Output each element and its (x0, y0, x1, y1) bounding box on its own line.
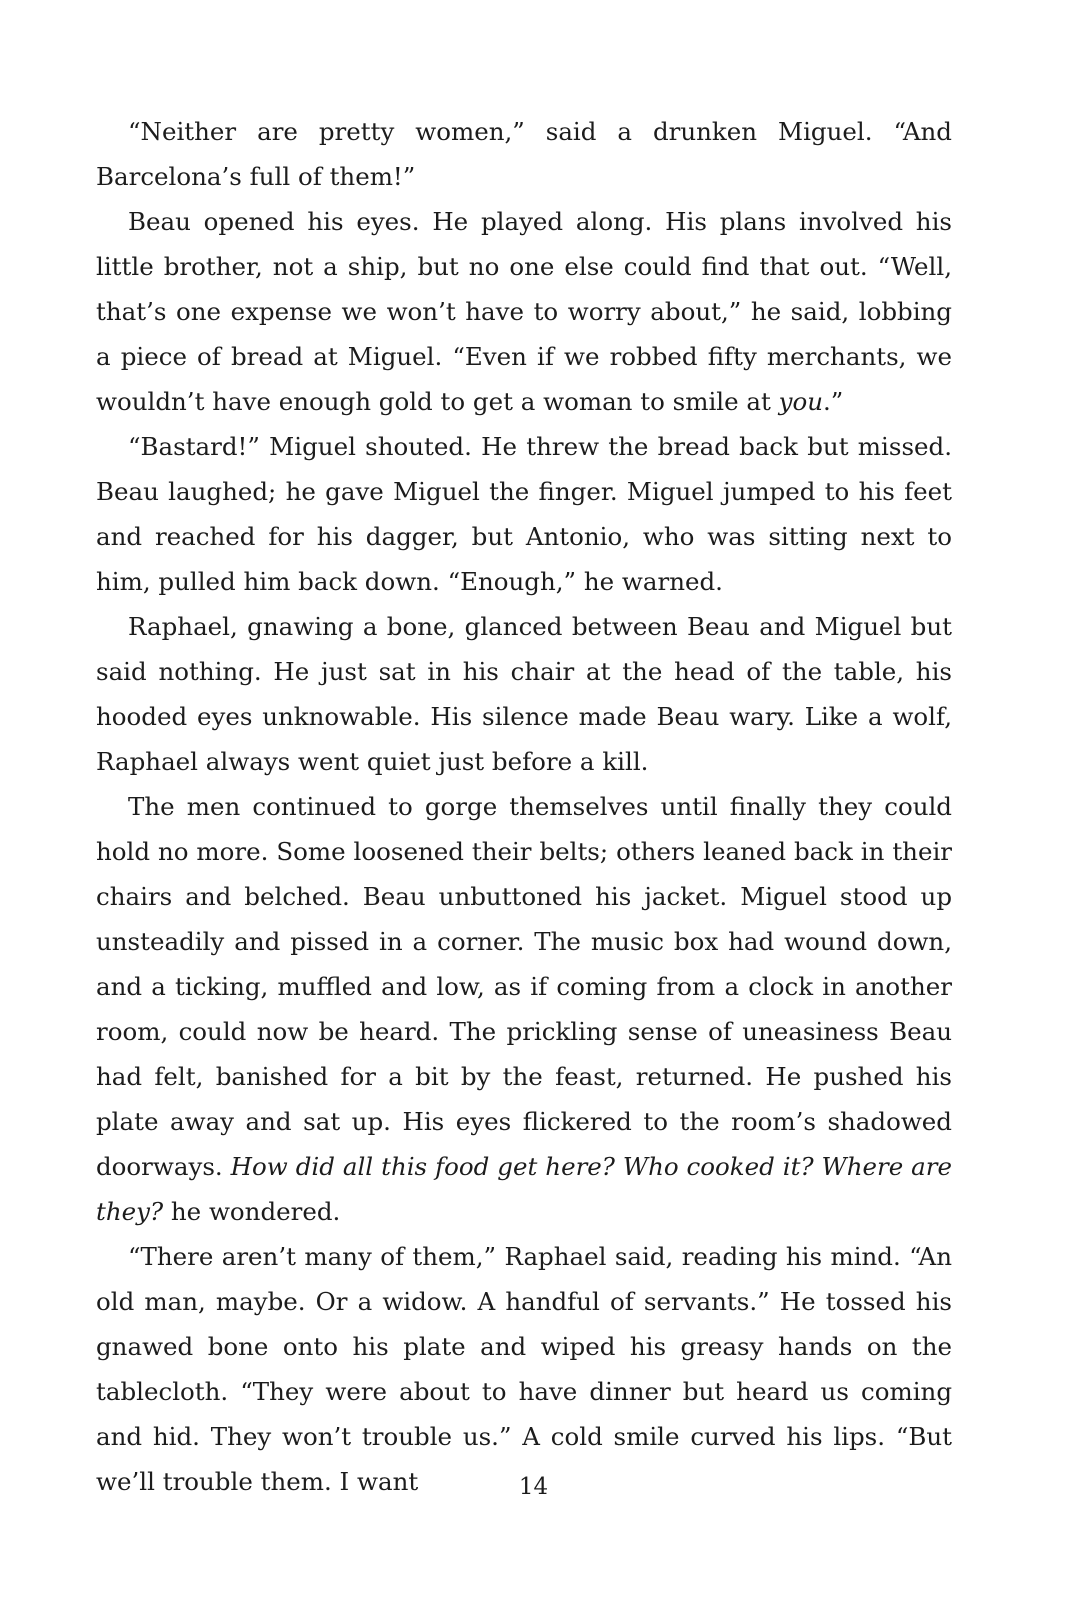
text-run: Beau opened his eyes. He played along. His plans involved his little brother, not a ship, but no one else could find that out. “Well, that’s one expense we won’t have to worry about,” he said, lobbing a piece of bread at Miguel. “Even if we robbed fifty merchants, we wouldn’t have enough gold to get a woman to smile at (96, 207, 952, 416)
body-text (96, 109, 952, 1504)
text-run: “Bastard!” Miguel shouted. He threw the bread back but missed. Beau laughed; he gave Miguel the finger. Miguel jumped to his feet and reached for his dagger, but Antonio, who was sitting next to him, pulled him back down. “Enough,” he warned. (96, 432, 952, 596)
paragraph (96, 1234, 952, 1504)
paragraph (96, 784, 952, 1234)
paragraph (96, 199, 952, 424)
italic-text: How did all this food get here? Who cooked it? Where are they? (96, 1152, 952, 1226)
text-run: “There aren’t many of them,” Raphael said, reading his mind. “An old man, maybe. Or a widow. A handful of servants.” He tossed his gnawed bone onto his plate and wiped his greasy hands on the tablecloth. “They were about to have dinner but heard us coming and hid. They won’t trouble us.” A cold smile curved his lips. “But we’ll trouble them. I want (96, 1242, 952, 1496)
italic-text: you (778, 387, 824, 416)
text-run: he wondered. (163, 1197, 341, 1226)
page-number: 14 (518, 1474, 549, 1500)
paragraph (96, 424, 952, 604)
text-run: The men continued to gorge themselves until finally they could hold no more. Some loosened their belts; others leaned back in their chairs and belched. Beau unbuttoned his jacket. Miguel stood up unsteadily and pissed in a corner. The music box had wound down, and a ticking, muffled and low, as if coming from a clock in another room, could now be heard. The prickling sense of uneasiness Beau had felt, banished for a bit by the feast, returned. He pushed his plate away and sat up. His eyes flickered to the room’s shadowed doorways. (96, 792, 952, 1181)
paragraph (96, 604, 952, 784)
text-run: Raphael, gnawing a bone, glanced between Beau and Miguel but said nothing. He just sat in his chair at the head of the table, his hooded eyes unknowable. His silence made Beau wary. Like a wolf, Raphael always went quiet just before a kill. (96, 612, 952, 776)
paragraph (96, 109, 952, 199)
text-run: “Neither are pretty women,” said a drunken Miguel. “And Barcelona’s full of them!” (96, 117, 952, 191)
text-run: .” (823, 387, 844, 416)
